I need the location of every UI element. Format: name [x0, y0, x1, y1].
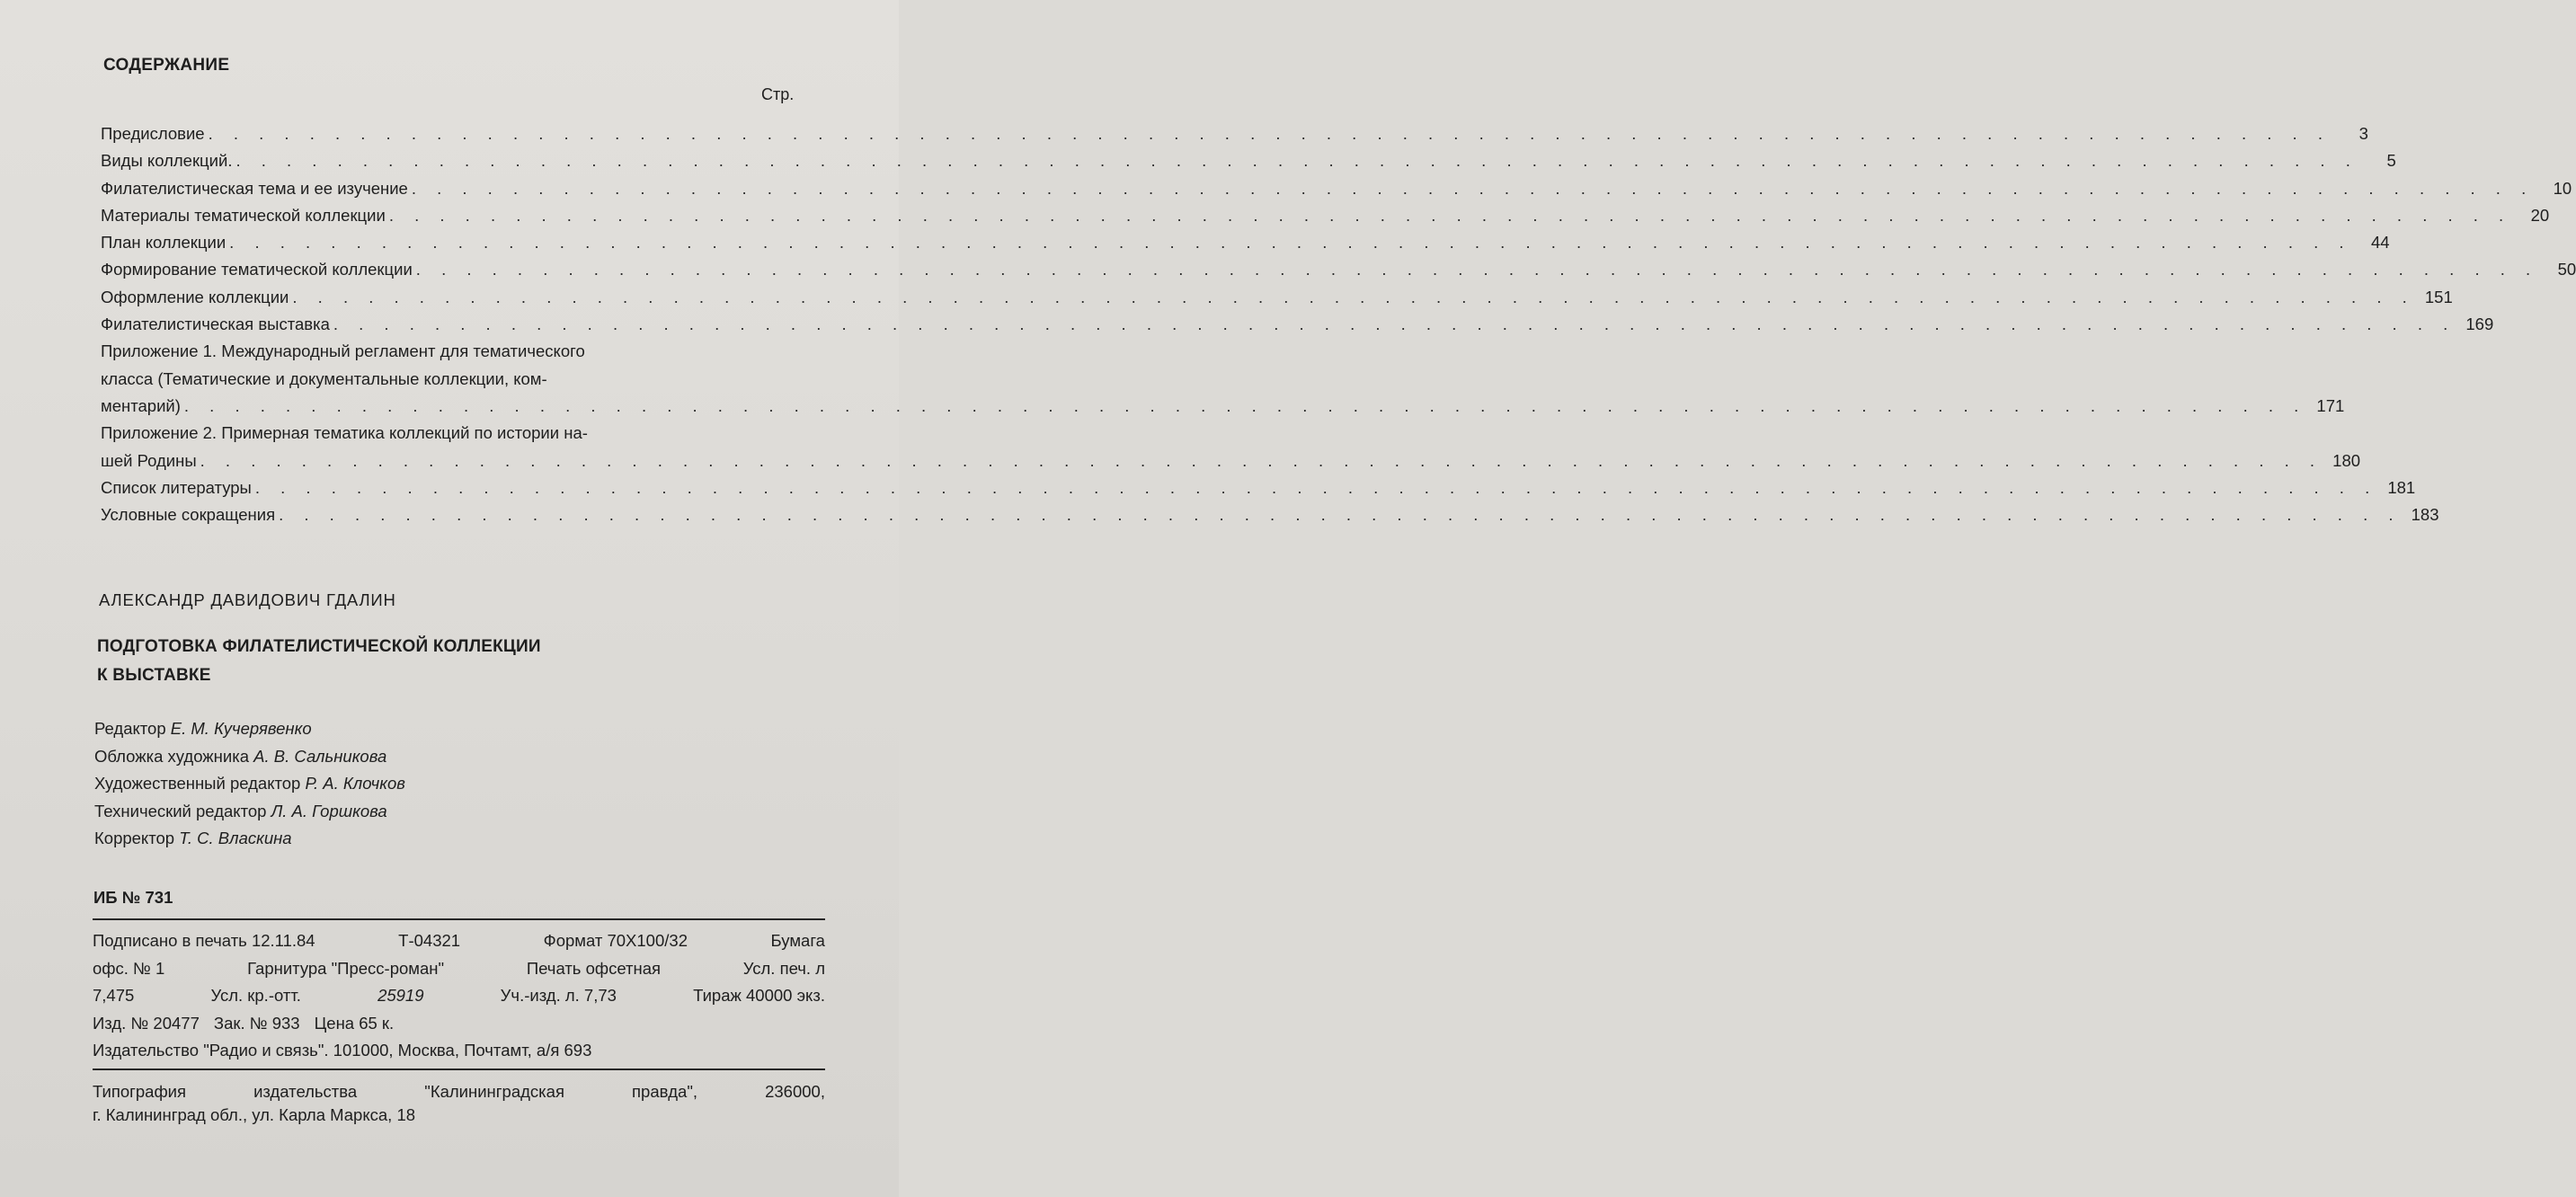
toc-entry: [101, 420, 2361, 474]
toc-entry-title: Филателистическая тема и ее изучение: [101, 178, 408, 198]
toc-entry-title: Формирование тематической коллекции: [101, 260, 413, 279]
toc-entry-title: шей Родины: [101, 450, 197, 470]
imprint-color-impressions-label: Усл. кр.-отт.: [210, 986, 301, 1005]
toc-line: [101, 202, 2550, 229]
toc-page-number: 183: [2411, 505, 2439, 525]
ib-number: ИБ № 731: [93, 888, 173, 907]
toc-line: [101, 474, 2416, 501]
toc-page-number: 50: [2557, 260, 2576, 279]
credit-role: Технический редактор: [94, 801, 267, 820]
credit-name: Т. С. Власкина: [179, 829, 292, 847]
toc-leader-dots: . . . . . . . . . . . . . . . . . . . . . . . . . . . . . . . . . . . . . . . . . . . . . . . . . . . . . . . . . . . . . . . . . . . . . . . . . . . . . . . . . . . .: [388, 205, 2512, 225]
credit-name: Л. А. Горшкова: [271, 801, 387, 820]
imprint-format: Формат 70Х100/32: [543, 931, 688, 950]
divider-top: [93, 918, 825, 920]
toc-page-number: 180: [2332, 450, 2361, 470]
toc-line: [101, 256, 2576, 283]
imprint-color-impressions: 25919: [378, 986, 424, 1005]
toc-line: [101, 338, 800, 365]
toc-entry-title: План коллекции: [101, 233, 227, 253]
toc-entry-title: Список литературы: [101, 477, 252, 497]
toc-entry: [101, 501, 2439, 528]
credit-role: Корректор: [94, 829, 175, 847]
toc-entry-title: ментарий): [101, 395, 181, 415]
toc-entry: [101, 284, 2453, 311]
toc-entry: [101, 175, 2572, 202]
credit-line: [94, 825, 405, 853]
imprint-typeface: Гарнитура "Пресс-роман": [247, 958, 445, 978]
toc-entry-title: Материалы тематической коллекции: [101, 205, 386, 225]
toc-line: [101, 311, 2494, 338]
toc-line: [101, 393, 2345, 420]
toc-entry-title: Приложение 2. Примерная тематика коллекций по истории на-: [101, 423, 588, 443]
table-of-contents: [101, 120, 2576, 528]
toc-leader-dots: . . . . . . . . . . . . . . . . . . . . . . . . . . . . . . . . . . . . . . . . . . . . . . . . . . . . . . . . . . . . . . . . . . . . . . . . . . . . . . . . . . . .: [200, 450, 2323, 470]
toc-page-number: 5: [2386, 151, 2396, 171]
imprint-signed: Подписано в печать 12.11.84: [93, 931, 315, 950]
toc-entry: [101, 120, 2368, 147]
toc-entry-title: Виды коллекций.: [101, 151, 233, 171]
credit-role: Редактор: [94, 719, 166, 738]
toc-entry-title: класса (Тематические и документальные коллекции, ком-: [101, 368, 547, 388]
toc-line: [101, 366, 800, 393]
credit-name: Е. М. Кучерявенко: [170, 719, 312, 738]
imprint-block: [93, 927, 825, 1065]
contents-title: СОДЕРЖАНИЕ: [103, 56, 230, 75]
printer-word: издательства: [253, 1082, 358, 1101]
printer-address: г. Калининград обл., ул. Карла Маркса, 18: [93, 1105, 416, 1124]
book-title-line: ПОДГОТОВКА ФИЛАТЕЛИСТИЧЕСКОЙ КОЛЛЕКЦИИ: [97, 637, 541, 656]
imprint-paper-type: офс. № 1: [93, 958, 165, 978]
book-title: [97, 633, 541, 690]
imprint-print-method: Печать офсетная: [526, 958, 662, 978]
credit-role: Художественный редактор: [94, 774, 301, 793]
credit-line: [94, 770, 405, 798]
toc-leader-dots: . . . . . . . . . . . . . . . . . . . . . . . . . . . . . . . . . . . . . . . . . . . . . . . . . . . . . . . . . . . . . . . . . . . . . . . . . . . . . . . . . . . .: [229, 233, 2352, 253]
toc-leader-dots: . . . . . . . . . . . . . . . . . . . . . . . . . . . . . . . . . . . . . . . . . . . . . . . . . . . . . . . . . . . . . . . . . . . . . . . . . . . . . . . . . . . .: [235, 151, 2358, 171]
imprint-line: [93, 955, 825, 983]
printer-word: "Калининградская: [424, 1082, 564, 1101]
imprint-line: [93, 927, 825, 955]
book-title-line: К ВЫСТАВКЕ: [97, 666, 211, 685]
toc-entry: [101, 202, 2550, 229]
imprint-price: Цена 65 к.: [314, 1013, 395, 1033]
imprint-print-sheets-label: Усл. печ. л: [742, 958, 825, 978]
toc-leader-dots: . . . . . . . . . . . . . . . . . . . . . . . . . . . . . . . . . . . . . . . . . . . . . . . . . . . . . . . . . . . . . . . . . . . . . . . . . . . . . . . . . . . .: [292, 287, 2415, 306]
toc-leader-dots: . . . . . . . . . . . . . . . . . . . . . . . . . . . . . . . . . . . . . . . . . . . . . . . . . . . . . . . . . . . . . . . . . . . . . . . . . . . . . . . . . . . .: [411, 178, 2535, 198]
toc-leader-dots: . . . . . . . . . . . . . . . . . . . . . . . . . . . . . . . . . . . . . . . . . . . . . . . . . . . . . . . . . . . . . . . . . . . . . . . . . . . . . . . . . . . .: [279, 505, 2402, 525]
toc-entry-title: Филателистическая выставка: [101, 315, 330, 334]
credit-name: Р. А. Клочков: [305, 774, 405, 793]
imprint-edition-number: Изд. № 20477: [93, 1013, 200, 1033]
toc-entry-title: Приложение 1. Международный регламент для тематического: [101, 341, 585, 361]
toc-entry: [101, 338, 2345, 420]
toc-line: [101, 284, 2453, 311]
printer-word: Типография: [93, 1082, 187, 1101]
printer-word: правда",: [632, 1082, 698, 1101]
imprint-paper: Бумага: [770, 931, 825, 950]
toc-line: [101, 448, 2361, 474]
credit-line: [94, 715, 405, 743]
toc-leader-dots: . . . . . . . . . . . . . . . . . . . . . . . . . . . . . . . . . . . . . . . . . . . . . . . . . . . . . . . . . . . . . . . . . . . . . . . . . . . . . . . . . . . .: [254, 477, 2378, 497]
author-name: АЛЕКСАНДР ДАВИДОВИЧ ГДАЛИН: [99, 590, 396, 609]
toc-page-number: 151: [2424, 287, 2453, 306]
toc-entry-title: Оформление коллекции: [101, 287, 289, 306]
imprint-print-run: Тираж 40000 экз.: [693, 986, 825, 1005]
toc-entry: [101, 229, 2390, 256]
imprint-publisher: Издательство "Радио и связь". 101000, Москва, Почтамт, а/я 693: [93, 1041, 592, 1060]
printer-block: [93, 1080, 825, 1127]
imprint-line: [93, 1010, 825, 1038]
toc-page-number: 44: [2370, 233, 2390, 253]
toc-entry-title: Предисловие: [101, 124, 205, 143]
toc-page-number: 10: [2553, 178, 2572, 198]
imprint-print-sheets: 7,475: [93, 986, 135, 1005]
printer-word: 236000,: [765, 1082, 825, 1101]
toc-entry: [101, 311, 2494, 338]
toc-line: [101, 175, 2572, 202]
toc-page-number: 181: [2387, 477, 2416, 497]
toc-page-number: 169: [2465, 315, 2494, 334]
toc-line: [101, 147, 2396, 174]
toc-leader-dots: . . . . . . . . . . . . . . . . . . . . . . . . . . . . . . . . . . . . . . . . . . . . . . . . . . . . . . . . . . . . . . . . . . . . . . . . . . . . . . . . . . . .: [208, 124, 2331, 143]
toc-entry: [101, 474, 2416, 501]
imprint-line: [93, 982, 825, 1010]
toc-page-number: 3: [2358, 124, 2368, 143]
credit-line: [94, 743, 405, 771]
toc-line: [101, 229, 2390, 256]
imprint-order-number: Зак. № 933: [213, 1013, 300, 1033]
credit-name: А. В. Сальникова: [253, 746, 387, 766]
imprint-publisher-sheets: Уч.-изд. л. 7,73: [500, 986, 617, 1005]
divider-bottom: [93, 1068, 825, 1070]
toc-line: [101, 120, 2368, 147]
toc-leader-dots: . . . . . . . . . . . . . . . . . . . . . . . . . . . . . . . . . . . . . . . . . . . . . . . . . . . . . . . . . . . . . . . . . . . . . . . . . . . . . . . . . . . .: [183, 395, 2307, 415]
imprint-line: [93, 1037, 825, 1065]
toc-page-number: 20: [2530, 205, 2550, 225]
toc-leader-dots: . . . . . . . . . . . . . . . . . . . . . . . . . . . . . . . . . . . . . . . . . . . . . . . . . . . . . . . . . . . . . . . . . . . . . . . . . . . . . . . . . . . .: [333, 315, 2456, 334]
credit-line: [94, 798, 405, 826]
toc-entry: [101, 147, 2396, 174]
toc-page-number: 171: [2316, 395, 2345, 415]
toc-leader-dots: . . . . . . . . . . . . . . . . . . . . . . . . . . . . . . . . . . . . . . . . . . . . . . . . . . . . . . . . . . . . . . . . . . . . . . . . . . . . . . . . . . . .: [415, 260, 2539, 279]
toc-line: [101, 501, 2439, 528]
toc-entry: [101, 256, 2576, 283]
credits-list: [94, 715, 405, 853]
imprint-code: Т-04321: [398, 931, 461, 950]
printer-line: [93, 1080, 825, 1104]
toc-line: [101, 420, 800, 447]
toc-entry-title: Условные сокращения: [101, 505, 276, 525]
page-column-header: Стр.: [761, 85, 795, 103]
credit-role: Обложка художника: [94, 746, 250, 766]
